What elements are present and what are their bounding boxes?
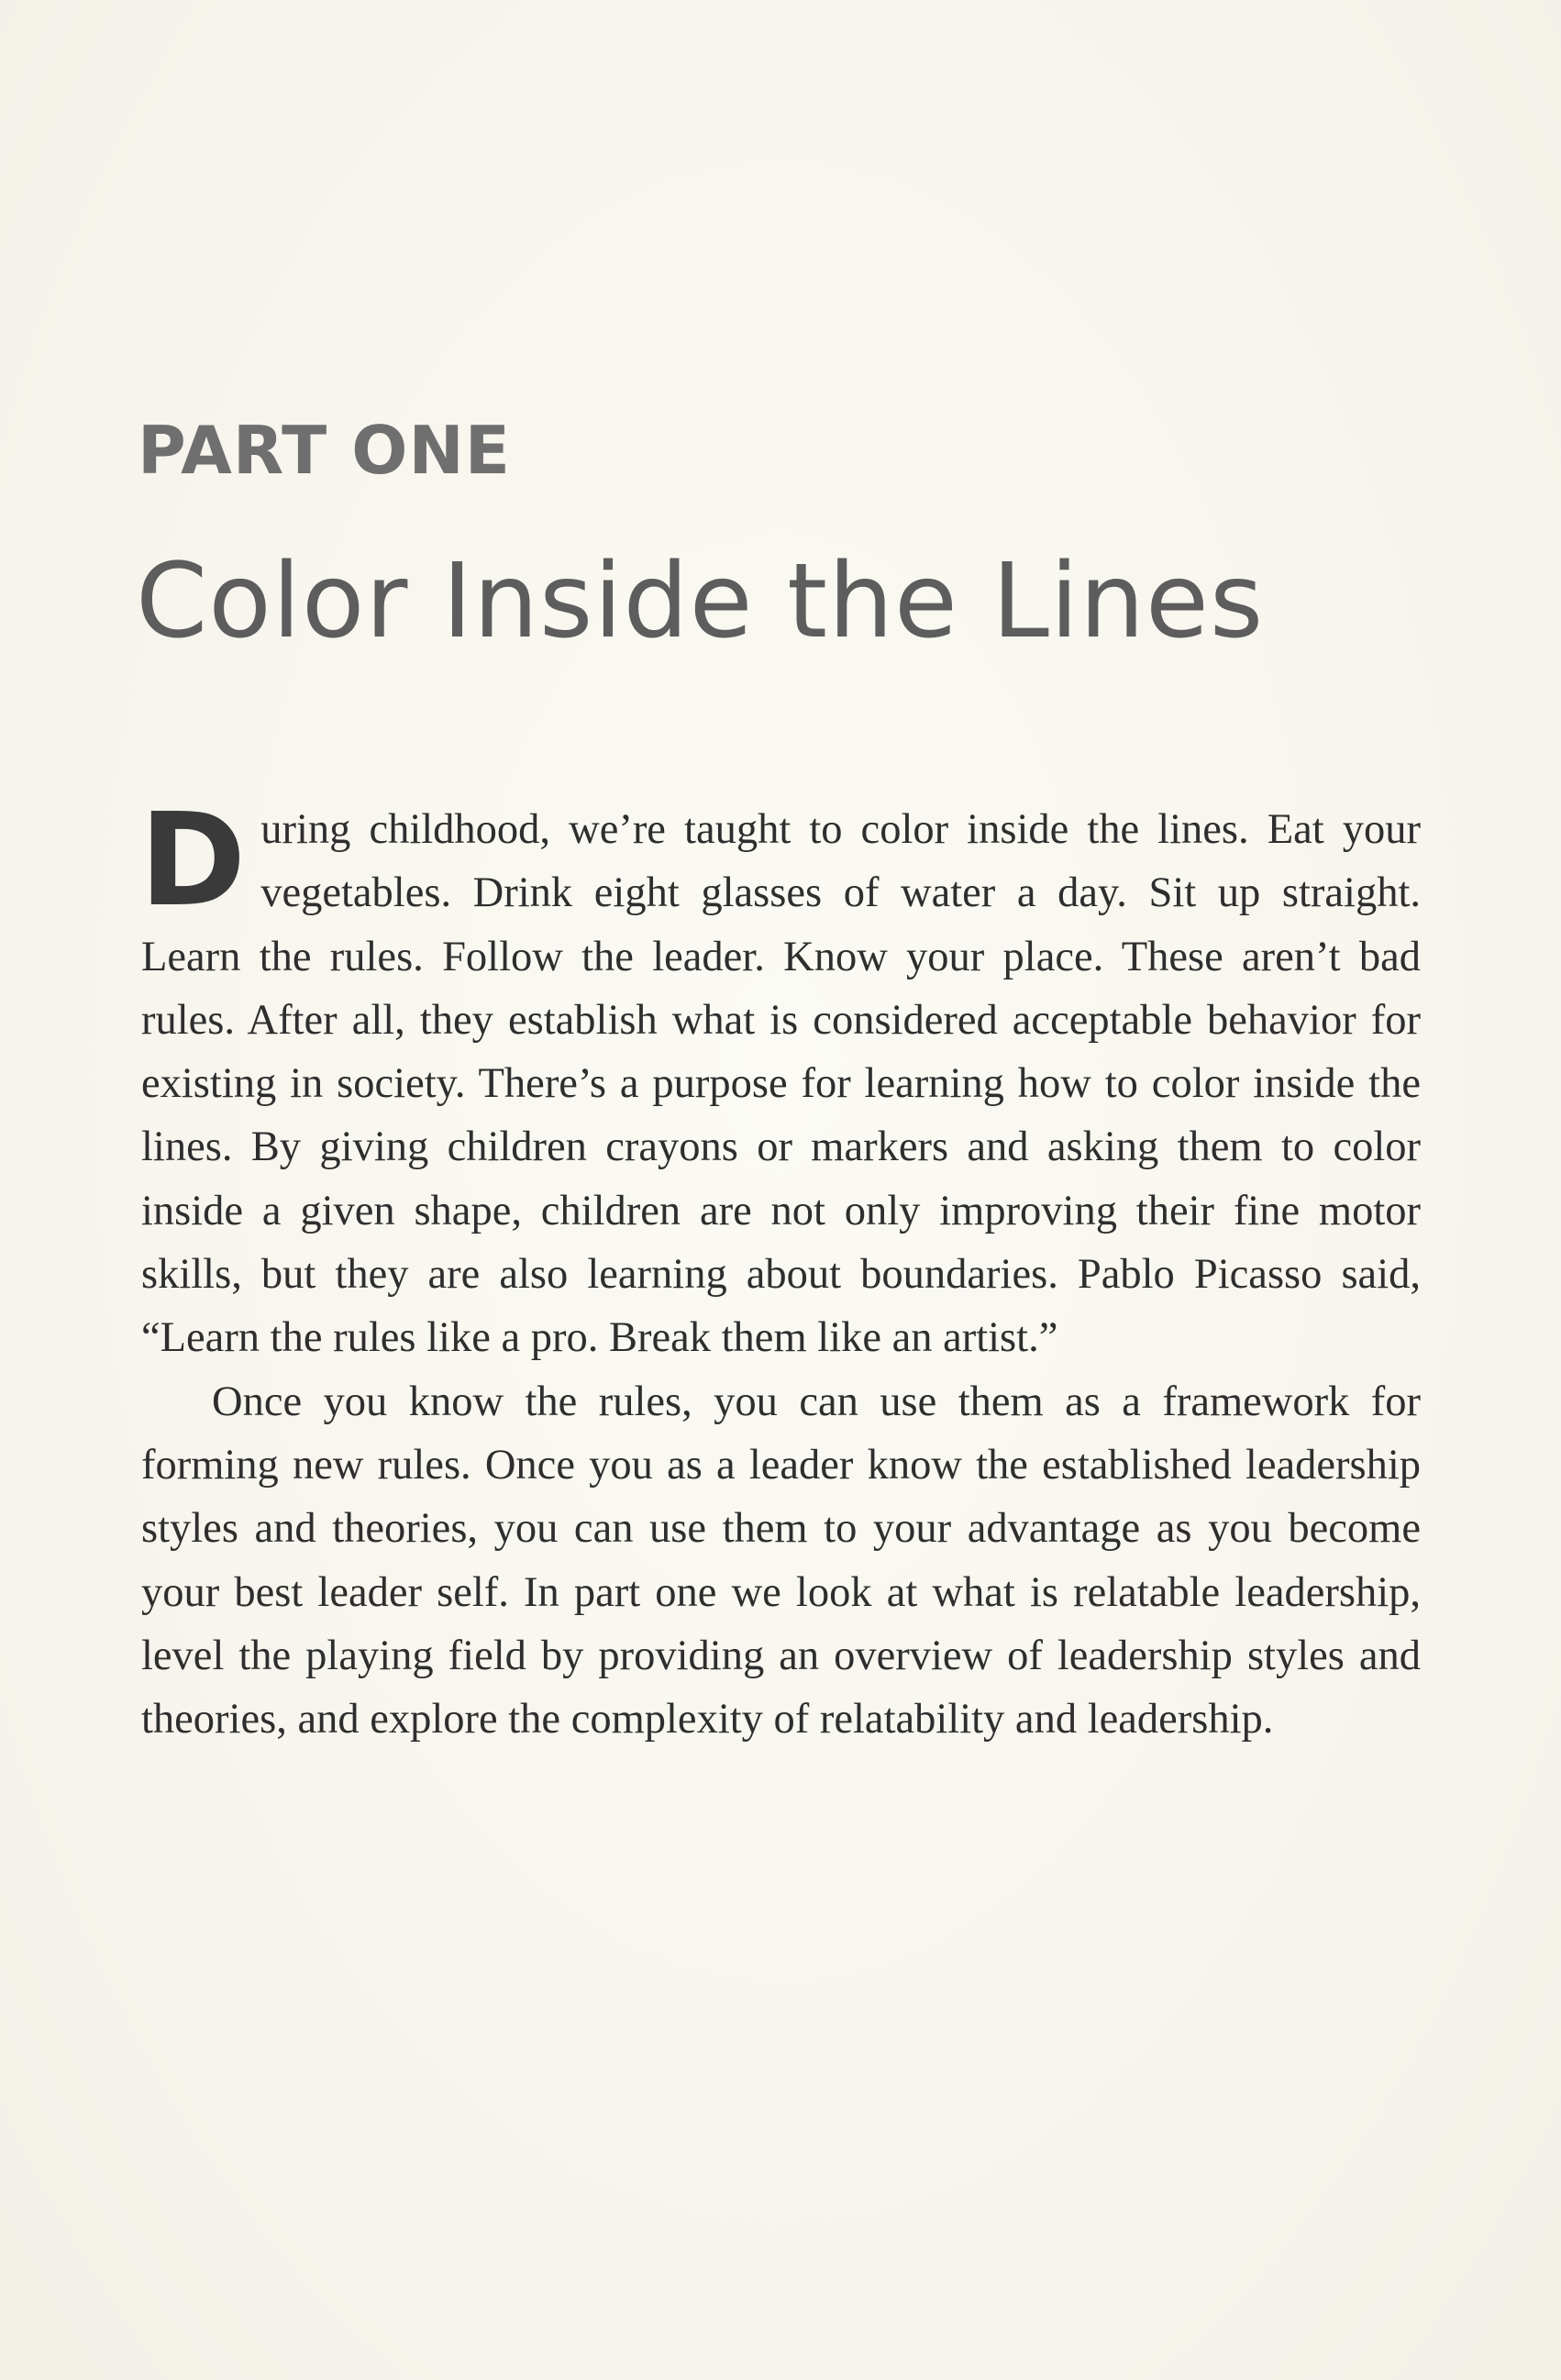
body-text [139, 786, 1421, 1751]
chapter-title: Color Inside the Lines [136, 542, 1265, 661]
paragraph-1 [139, 786, 1421, 1370]
paragraph-1-text: uring childhood, we’re taught to color inside the lines. Eat your vegetables. Drink eight glasses of water a day. Sit up straight. Learn the rules. Follow the leader. Know your place. These aren’t bad rules. After all, they establish what is considered acceptable behavior for existing in society. There’s a purpose for learning how to color inside the lines. By giving children crayons or markers and asking them to color inside a given shape, children are not only improving their fine motor skills, but they are also learning about boundaries. Pablo Picasso said, “Learn the rules like a pro. Break them like an artist.” [141, 806, 1421, 1362]
part-label: PART ONE [138, 412, 511, 489]
paragraph-2: Once you know the rules, you can use them as a framework for forming new rules. Once you as a leader know the established leadership styles and theories, you can use them to your advantage as you become your best leader self. In part one we look at what is relatable leadership, level the playing field by providing an overview of leadership styles and theories, and explore the complexity of relatability and leadership. [141, 1378, 1421, 1743]
drop-cap: D [139, 786, 247, 935]
